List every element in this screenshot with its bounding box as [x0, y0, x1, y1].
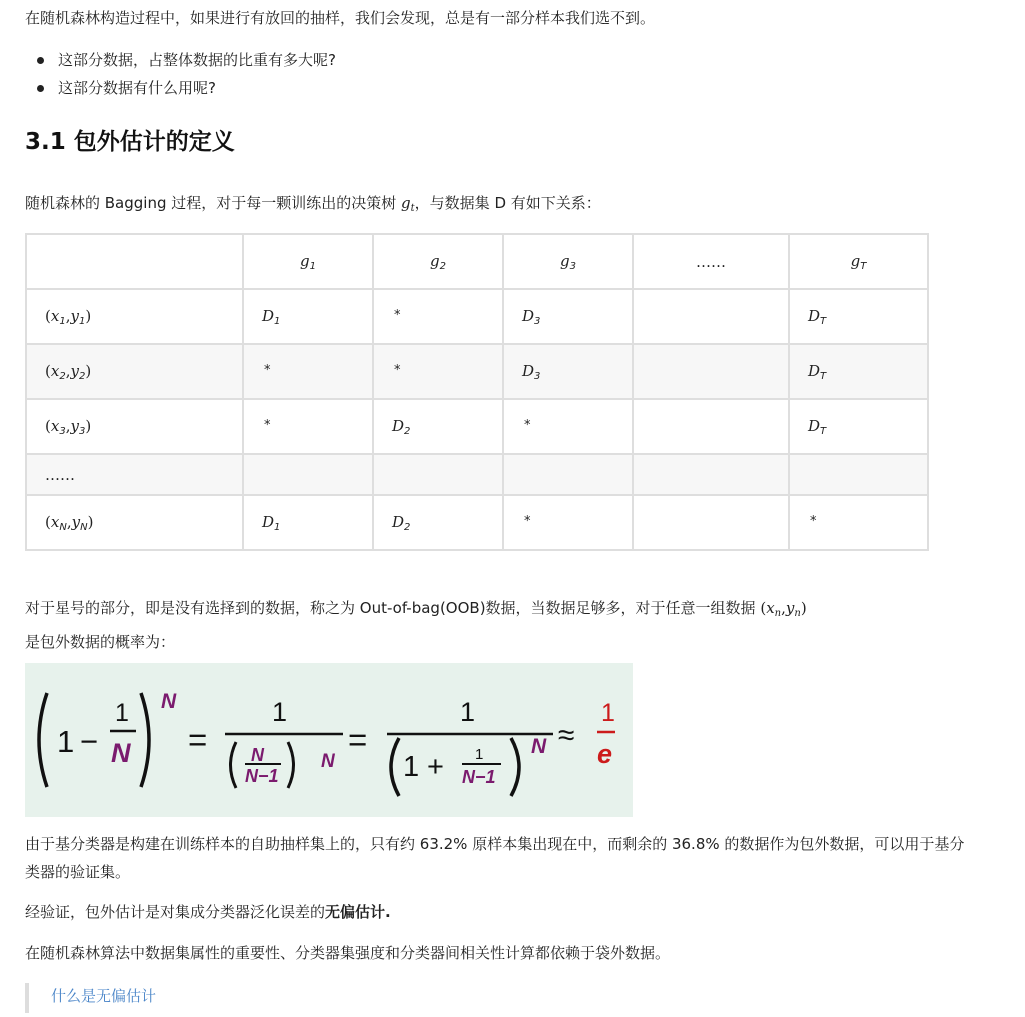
table-cell: $D_2$: [373, 495, 503, 550]
oob-paragraph: [25, 594, 965, 656]
plus-sign: +: [427, 751, 444, 783]
table-header-cell: ……: [633, 234, 789, 289]
equals-2: =: [348, 721, 368, 758]
unbiased-estimate-link[interactable]: 什么是无偏估计: [51, 987, 157, 1005]
frac4-one: 1: [601, 699, 615, 727]
ratio-paragraph: 由于基分类器是构建在训练样本的自助抽样集上的，只有约 63.2% 原样本集出现在中，而剩余的 36.8% 的数据作为包外数据，可以用于基分类器的验证集。: [25, 835, 965, 881]
relation-text-after: ，与数据集 D 有如下关系：: [414, 194, 601, 212]
small-one: 1: [475, 746, 484, 763]
list-item: 这部分数据有什么用呢?: [25, 74, 336, 102]
term3-one: 1: [403, 751, 420, 783]
term-one: 1: [57, 724, 75, 759]
table-cell: [633, 454, 789, 495]
table-cell: *: [503, 495, 633, 550]
frac2-one: 1: [272, 697, 288, 727]
section-heading: 3.1 包外估计的定义: [25, 129, 235, 155]
table-header-cell: $g_2$: [373, 234, 503, 289]
list-item: 这部分数据，占整体数据的比重有多大呢?: [25, 46, 336, 74]
table-cell: $D_T$: [789, 344, 928, 399]
relation-paragraph: [25, 191, 601, 221]
table-row: [26, 454, 928, 495]
frac-one: 1: [115, 699, 129, 727]
table-row: [26, 399, 928, 454]
table-cell: *: [243, 344, 373, 399]
unbiased-bold: 无偏估计.: [325, 903, 391, 921]
formula-svg: [25, 663, 633, 817]
exponent2-n: N: [321, 751, 335, 772]
oob-probability-formula: [25, 663, 633, 817]
table-row: [26, 289, 928, 344]
oob-text-part1: 对于星号的部分，即是没有选择到的数据，称之为 Out-of-bag(OOB)数据，当数据足够多，对于任意一组数据: [25, 599, 761, 617]
table-header-cell: $g_T$: [789, 234, 928, 289]
table-cell: *: [789, 495, 928, 550]
inner-n-minus-1: N−1: [245, 766, 279, 786]
table-cell: [373, 454, 503, 495]
exponent3-n: N: [531, 735, 547, 758]
minus-sign: −: [80, 724, 99, 759]
blockquote: [25, 983, 156, 1013]
bootstrap-table: [25, 233, 929, 551]
table-cell: $(x_3,y_3)$: [26, 399, 243, 454]
left-paren: [39, 693, 47, 787]
small-n-minus-1: N−1: [462, 767, 496, 787]
table-cell: *: [503, 399, 633, 454]
rf-paragraph: 在随机森林算法中数据集属性的重要性、分类器集强度和分类器间相关性计算都依赖于袋外数据。: [25, 944, 671, 962]
table-row: [26, 495, 928, 550]
frac-n: N: [111, 738, 131, 768]
table-header-cell: [26, 234, 243, 289]
table-cell: $D_3$: [503, 344, 633, 399]
table-cell: $(x_2,y_2)$: [26, 344, 243, 399]
exponent-n: N: [161, 690, 177, 713]
oob-text-part2: 是包外数据的概率为：: [25, 633, 176, 651]
table-cell: *: [373, 289, 503, 344]
table-cell: $D_2$: [373, 399, 503, 454]
inner-n: N: [251, 745, 264, 765]
table-cell: $D_1$: [243, 289, 373, 344]
tree-variable: $g_t$: [401, 194, 415, 214]
unbiased-text: 经验证，包外估计是对集成分类器泛化误差的: [25, 903, 326, 921]
question-list: [25, 46, 336, 102]
table-cell: [633, 344, 789, 399]
table-cell: $D_T$: [789, 289, 928, 344]
euler-e: e: [597, 739, 613, 769]
table-cell: [503, 454, 633, 495]
table-row: [26, 344, 928, 399]
table-cell: [633, 399, 789, 454]
table-cell: [243, 454, 373, 495]
table-cell: $D_T$: [789, 399, 928, 454]
table-cell: $(x_N,y_N)$: [26, 495, 243, 550]
table-cell: $(x_1,y_1)$: [26, 289, 243, 344]
table-header-row: [26, 234, 928, 289]
table-header-cell: $g_1$: [243, 234, 373, 289]
table-cell: *: [243, 399, 373, 454]
frac3-one: 1: [460, 697, 476, 727]
table-cell: [633, 495, 789, 550]
oob-pair: $(x_n,y_n)$: [760, 599, 807, 619]
unbiased-paragraph: [25, 900, 391, 925]
right-paren: [141, 693, 149, 787]
table-cell: $D_1$: [243, 495, 373, 550]
approx-sign: ≈: [558, 719, 575, 752]
relation-text-before: 随机森林的 Bagging 过程，对于每一颗训练出的决策树: [25, 194, 402, 212]
table-cell: [789, 454, 928, 495]
table-cell: $D_3$: [503, 289, 633, 344]
table-header-cell: $g_3$: [503, 234, 633, 289]
equals-1: =: [188, 721, 208, 758]
table-cell: ……: [26, 454, 243, 495]
table-cell: [633, 289, 789, 344]
intro-paragraph: 在随机森林构造过程中，如果进行有放回的抽样，我们会发现，总是有一部分样本我们选不到。: [25, 9, 656, 27]
table-cell: *: [373, 344, 503, 399]
